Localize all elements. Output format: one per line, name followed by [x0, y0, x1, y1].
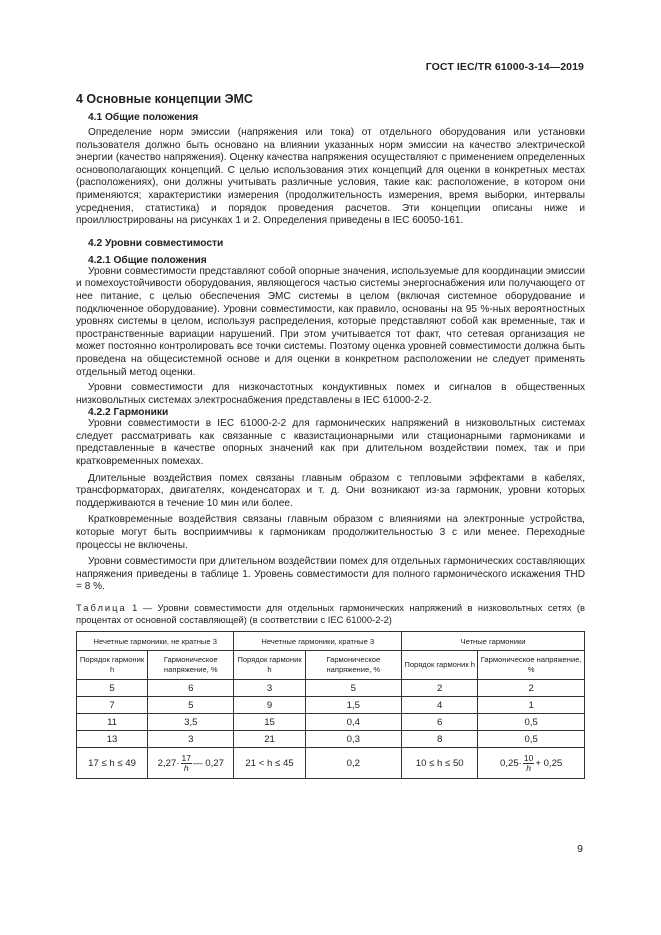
table-cell: 6	[148, 680, 234, 697]
subheader-voltage-2: Гармоническое напряжение, %	[305, 651, 402, 680]
table-row	[77, 697, 585, 714]
table-caption-text: 1 — Уровни совместимости для отдельных гармонических напряжений в низковольтных сетях (в процентах от основной составляющей) (в соответствии с IEC 61000-2-2)	[76, 602, 586, 625]
table-1-caption	[76, 602, 585, 626]
table-cell-range-2: 21 < h ≤ 45	[234, 748, 305, 779]
page-number: 9	[577, 843, 583, 855]
table-cell-range-1: 17 ≤ h ≤ 49	[77, 748, 148, 779]
table-cell: 11	[77, 714, 148, 731]
table-cell: 3	[148, 731, 234, 748]
table-cell: 3,5	[148, 714, 234, 731]
table-row-formula	[77, 748, 585, 779]
table-cell: 0,5	[478, 714, 585, 731]
subheader-order-3: Порядок гармоник h	[402, 651, 478, 680]
fraction	[523, 754, 534, 773]
table-cell: 0,3	[305, 731, 402, 748]
subheader-order-2: Порядок гармоник h	[234, 651, 305, 680]
section-4-2-2-paragraph-2: Длительные воздействия помех связаны главным образом с тепловыми эффектами в кабелях, трансформаторах, двигателях, конденсаторах и т. д. Они возникают из-за гармоник, уровни которых поддерживаются в течение 10 мин или более.	[76, 472, 585, 509]
section-4-2-title: 4.2 Уровни совместимости	[88, 237, 224, 249]
table-cell: 1,5	[305, 697, 402, 714]
table-cell-formula-2	[478, 748, 585, 779]
formula-prefix: 2,27·	[157, 757, 180, 769]
table-cell: 7	[77, 697, 148, 714]
table-cell-range-3: 10 ≤ h ≤ 50	[402, 748, 478, 779]
section-4-2-2-paragraph-3: Кратковременные воздействия связаны главным образом с влияниями на электронные устройства, которые могут быть восприимчивы к гармоникам продолжительностью 3 с или менее. Переходные процессы не включены.	[76, 514, 585, 551]
section-4-1-title: 4.1 Общие положения	[88, 112, 199, 123]
table-caption-label: Таблица	[76, 602, 127, 613]
fraction-numerator: 10	[523, 752, 534, 763]
fraction	[181, 754, 192, 773]
table-cell: 5	[77, 680, 148, 697]
table-row	[77, 680, 585, 697]
section-4-2-1-paragraph-2: Уровни совместимости для низкочастотных кондуктивных помех и сигналов в общественных низковольтных системах электроснабжения представлены в IEC 61000-2-2.	[76, 382, 585, 406]
table-cell: 4	[402, 697, 478, 714]
section-4-1-paragraph: Определение норм эмиссии (напряжения или тока) от отдельного оборудования или установки пользователя должно быть основано на влиянии указанных норм эмиссии на качество электрической энергии (качество напряжения). Оценку качества напряжения осуществляют с применением определенных основополагающих концепций. С целью использования этих концепций для оценки в конкретных местах (расположениях), они должны учитывать различные условия, такие как: расположение, в котором они применяются; характеристики измерения (продолжительность измерения, время выборки, интервалы усреднения, статистика) и порядок проведения расчетов. Эти концепции описаны ниже и проиллюстрированы на рисунках 1 и 2. Определения приведены в IEC 60050-161.	[76, 127, 585, 227]
section-4-2-2-paragraph-1: Уровни совместимости в IEC 61000-2-2 для гармонических напряжений в низковольтных системах следует рассматривать как связанные с квазистационарными или стационарными гармониками и представленные в качестве опорных значений как при длительном воздействии помех, так и при кратковременных помехах.	[76, 418, 585, 468]
table-cell: 9	[234, 697, 305, 714]
table-cell: 0,5	[478, 731, 585, 748]
table-subheader-row	[77, 651, 585, 680]
table-cell: 8	[402, 731, 478, 748]
table-cell: 2	[478, 680, 585, 697]
formula-suffix: + 0,25	[535, 757, 563, 769]
table-row	[77, 731, 585, 748]
section-4-2-2-paragraph-4: Уровни совместимости при длительном воздействии помех для отдельных гармонических составляющих напряжения приведены в таблице 1. Уровень совместимости для полного гармонического искажения THD = 8 %.	[76, 556, 585, 593]
table-row	[77, 714, 585, 731]
table-cell-formula-1	[148, 748, 234, 779]
document-code: ГОСТ IEC/TR 61000-3-14—2019	[425, 61, 584, 73]
subheader-voltage-1: Гармоническое напряжение, %	[148, 651, 234, 680]
table-group-header-row	[77, 632, 585, 651]
harmonics-compatibility-table	[76, 631, 585, 779]
table-cell: 5	[305, 680, 402, 697]
fraction-denominator: h	[526, 762, 531, 773]
section-4-2-1-title: 4.2.1 Общие положения	[88, 254, 207, 266]
subheader-voltage-3: Гармоническое напряжение, %	[478, 651, 585, 680]
formula-prefix: 0,25·	[499, 757, 522, 769]
group-even: Четные гармоники	[402, 632, 585, 651]
table-cell: 13	[77, 731, 148, 748]
table-cell: 15	[234, 714, 305, 731]
group-odd-multiple-3: Нечетные гармоники, кратные 3	[234, 632, 402, 651]
formula-suffix: — 0,27	[192, 757, 224, 769]
fraction-denominator: h	[183, 762, 189, 773]
table-cell: 3	[234, 680, 305, 697]
page-content	[76, 92, 585, 779]
table-cell: 0,2	[305, 748, 402, 779]
section-4-title: 4 Основные концепции ЭМС	[76, 92, 253, 106]
group-odd-not-multiple-3: Нечетные гармоники, не кратные 3	[77, 632, 234, 651]
section-4-2-2-title: 4.2.2 Гармоники	[88, 407, 169, 419]
table-cell: 6	[402, 714, 478, 731]
table-cell: 5	[148, 697, 234, 714]
table-cell: 1	[478, 697, 585, 714]
fraction-numerator: 17	[181, 752, 191, 763]
subheader-order-1: Порядок гармоник h	[77, 651, 148, 680]
table-cell: 21	[234, 731, 305, 748]
section-4-2-1-paragraph-1: Уровни совместимости представляют собой опорные значения, используемые для координации эмиссии и помехоустойчивости оборудования, являющегося частью системы энергоснабжения или получающего от нее питание, с целью обеспечения ЭМС системы в целом (включая системное оборудование и подключенное оборудование). Уровни совместимости, как правило, основаны на 95 %-ных вероятностных уровнях системы в целом, используя распределения, которые представляют собой как временные, так и пространственные вариации нарушений. При этом учитывается тот факт, что сетевая организация не может постоянно контролировать все точки системы. Поэтому оценка уровней совместимости должна быть проведена на общесистемной основе и для оценки в конкретном расположении не следует применять отдельный метод оценки.	[76, 265, 585, 378]
table-cell: 0,4	[305, 714, 402, 731]
table-cell: 2	[402, 680, 478, 697]
